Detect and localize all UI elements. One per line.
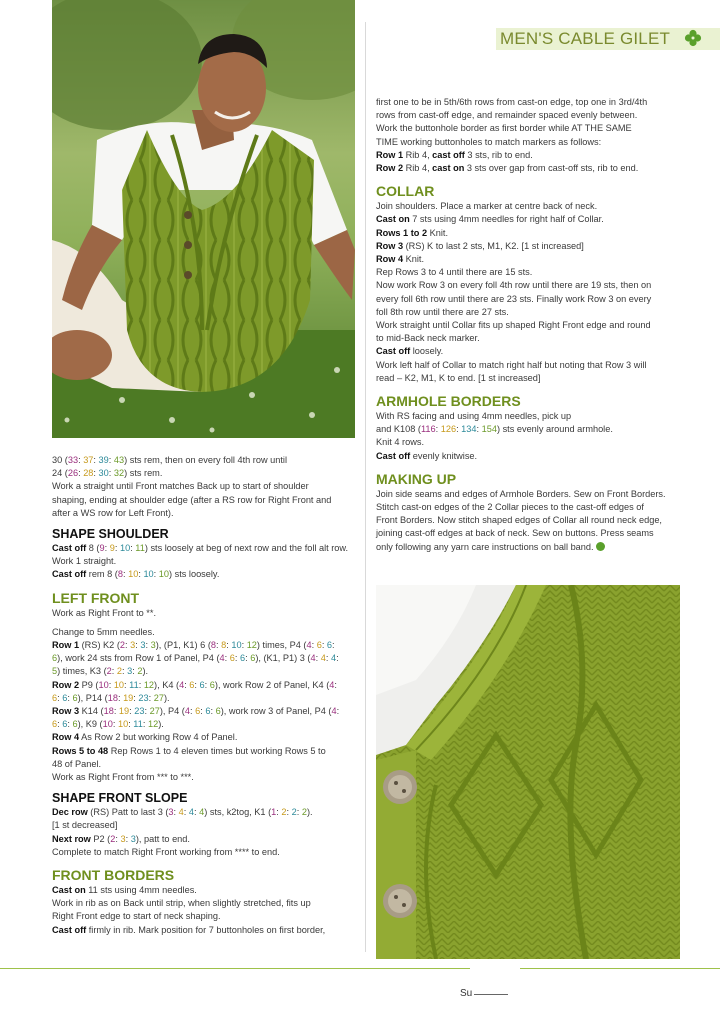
instruction-line: Work as Right Front from *** to ***. [52, 772, 194, 783]
end-marker-icon [596, 542, 605, 551]
footer-text: Su [460, 988, 473, 999]
instruction-line: Complete to match Right Front working from **** to end. [52, 846, 280, 857]
next-row: Next row P2 (2: 3: 3), patt to end. [52, 833, 190, 844]
model-photo [52, 0, 355, 438]
row-3: Row 3 K14 (18: 19: 23: 27), P4 (4: 6: 6: 6), work row 3 of Panel, P4 (4: 6: 6: 6), K9 (10: 10: 11: 12). [52, 706, 340, 730]
footer-mark [474, 994, 508, 995]
instruction-line: Rep Rows 3 to 4 until there are 15 sts. [376, 267, 533, 278]
instruction-line: joining cast-off edges at back of neck. Sew on buttons. Press seams [376, 528, 654, 539]
instruction-line: Cast off 8 (9: 9: 10: 11) sts loosely at beg of next row and the foll alt row. [52, 543, 349, 554]
intro-line: Work a straight until Front matches Back up to start of shoulder [52, 481, 309, 492]
intro-line: after a WS row for Left Front). [52, 507, 174, 518]
right-column [376, 96, 686, 554]
heading-armhole-borders: ARMHOLE BORDERS [376, 393, 521, 410]
instruction-line: Cast off firmly in rib. Mark position for 7 buttonholes on first border, [52, 924, 326, 935]
column-divider [365, 22, 366, 952]
instruction-line: Row 3 (RS) K to last 2 sts, M1, K2. [1 st increased] [376, 240, 584, 251]
instruction-line: and K108 (116: 126: 134: 154) sts evenly around armhole. [376, 424, 613, 435]
heading-making-up: MAKING UP [376, 470, 457, 487]
row-4: Row 4 As Row 2 but working Row 4 of Panel. [52, 732, 238, 743]
instruction-line: only following any yarn care instructions on ball band. [376, 541, 686, 554]
instruction-line: Stitch cast-on edges of the 2 Collar pieces to the cast-off edges of [376, 502, 644, 513]
instruction-line: foll 8th row until there are 27 sts. [376, 306, 509, 317]
rows-5-48: Rows 5 to 48 Rep Rows 1 to 4 eleven times but working Rows 5 to 48 of Panel. [52, 745, 326, 769]
instruction-line: Work as Right Front to **. [52, 607, 156, 618]
intro-line: 30 (33: 37: 39: 43) sts rem, then on every foll 4th row until [52, 455, 287, 465]
intro-line: 24 (26: 28: 30: 32) sts rem. [52, 468, 163, 479]
instruction-line: Work the buttonhole border as first border while AT THE SAME [376, 123, 632, 134]
instruction-line: With RS facing and using 4mm needles, pick up [376, 411, 572, 422]
instruction-line: Join shoulders. Place a marker at centre back of neck. [376, 201, 598, 212]
instruction-line: Join side seams and edges of Armhole Borders. Sew on Front Borders. [376, 488, 666, 499]
instruction-line: Row 4 Knit. [376, 254, 424, 265]
instruction-line: every foll 6th row until there are 23 sts. Finally work Row 3 on every [376, 293, 652, 304]
row-2: Row 2 P9 (10: 10: 11: 12), K4 (4: 6: 6: 6), work Row 2 of Panel, K4 (4: 6: 6: 6), P14 (18: 19: 23: 27). [52, 679, 337, 703]
heading-collar: COLLAR [376, 183, 435, 200]
instruction-line: Row 1 Rib 4, cast off 3 sts, rib to end. [376, 149, 533, 160]
footer-rule [0, 968, 470, 969]
instruction-line: Work in rib as on Back until strip, when slightly stretched, fits up [52, 898, 311, 909]
instruction-line: TIME working buttonholes to match markers as follows: [376, 136, 602, 147]
instruction-line: Cast off rem 8 (8: 10: 10: 10) sts loosely. [52, 569, 220, 580]
heading-shape-front-slope: SHAPE FRONT SLOPE [52, 791, 188, 806]
clover-icon [683, 28, 703, 48]
instruction-line: [1 st decreased] [52, 820, 118, 831]
instruction-line: Right Front edge to start of neck shaping. [52, 911, 221, 922]
instruction-line: Change to 5mm needles. [52, 626, 155, 637]
instruction-line: Cast off evenly knitwise. [376, 450, 478, 461]
instruction-line: Work straight until Collar fits up shaped Right Front edge and round [376, 320, 651, 331]
heading-front-borders: FRONT BORDERS [52, 867, 175, 884]
page-title: MEN'S CABLE GILET [500, 29, 671, 48]
instruction-line: Knit 4 rows. [376, 437, 424, 448]
instruction-line: Front Borders. Now stitch shaped edges of Collar all round neck edge, [376, 515, 662, 526]
heading-shape-shoulder: SHAPE SHOULDER [52, 527, 169, 542]
instruction-line: Now work Row 3 on every foll 4th row until there are 19 sts, then on [376, 280, 652, 291]
instruction-line: first one to be in 5th/6th rows from cast-on edge, top one in 3rd/4th [376, 97, 648, 107]
instruction-line: rows from cast-off edge, and remainder spaced evenly between. [376, 110, 638, 121]
row-1: Row 1 (RS) K2 (2: 3: 3: 3), (P1, K1) 6 (8: 8: 10: 12) times, P4 (4: 6: 6: 6), work 24 sts from Row 1 of Panel, P4 (4: 6: 6: 6), (K1, P1) 3 (4: 4: 4: 5) times, K3 (2: 2: 3: 2). [52, 640, 339, 677]
dec-row: Dec row (RS) Patt to last 3 (3: 4: 4: 4) sts, k2tog, K1 (1: 2: 2: 2). [52, 807, 313, 818]
instruction-line: Cast on 11 sts using 4mm needles. [52, 885, 197, 896]
instruction-line: Rows 1 to 2 Knit. [376, 227, 448, 238]
instruction-line: Work 1 straight. [52, 556, 117, 567]
footer-rule [520, 968, 720, 969]
intro-line: shaping, ending at shoulder edge (after a RS row for Right Front and [52, 494, 332, 505]
instruction-line: Work left half of Collar to match right half but noting that Row 3 will [376, 359, 647, 370]
detail-photo [376, 585, 680, 959]
instruction-line: Cast on 7 sts using 4mm needles for right half of Collar. [376, 214, 604, 225]
heading-left-front: LEFT FRONT [52, 589, 140, 606]
instruction-line: Cast off loosely. [376, 346, 444, 357]
instruction-line: read – K2, M1, K to end. [1 st increased] [376, 372, 541, 383]
instruction-line: Row 2 Rib 4, cast on 3 sts over gap from cast-off sts, rib to end. [376, 163, 639, 174]
instruction-line: to mid-Back neck marker. [376, 333, 480, 344]
left-column [52, 454, 357, 937]
